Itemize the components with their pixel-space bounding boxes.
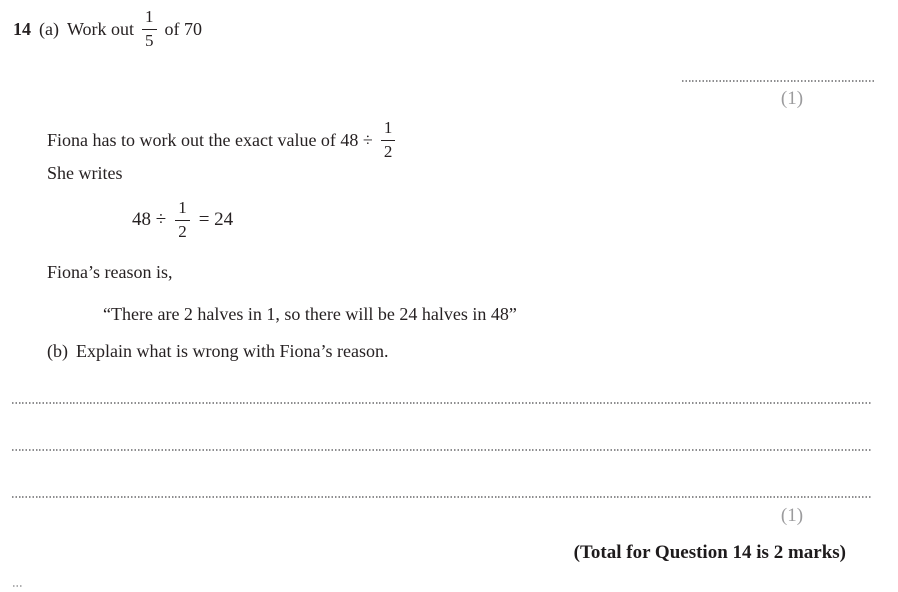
answer-line-3	[12, 496, 872, 498]
part-a-prompt-before: Work out	[66, 18, 135, 39]
reason-quote-text: “There are 2 halves in 1, so there will be 24 halves in 48”	[103, 304, 517, 324]
context-intro-text: Fiona has to work out the exact value of 48 ÷	[47, 129, 373, 150]
fraction-numerator: 1	[175, 199, 190, 220]
fraction-one-half-intro	[381, 119, 396, 161]
fraction-one-fifth	[142, 8, 157, 50]
question-number: 14	[13, 18, 31, 39]
answer-line-part-a	[682, 80, 875, 82]
fraction-denominator: 5	[145, 31, 154, 50]
working-right: = 24	[198, 209, 234, 230]
marks-part-b: (1)	[780, 505, 804, 526]
question-line-part-b	[47, 340, 388, 362]
answer-line-1	[12, 402, 872, 404]
she-writes-text: She writes	[47, 163, 123, 183]
total-marks-text: (Total for Question 14 is 2 marks)	[573, 542, 846, 563]
marks-part-a: (1)	[780, 88, 804, 109]
answer-line-2	[12, 449, 872, 451]
reason-intro-text: Fiona’s reason is,	[47, 262, 173, 282]
working-line	[132, 197, 233, 243]
page-edge-dots	[13, 585, 22, 587]
fraction-numerator: 1	[142, 8, 157, 29]
part-b-prompt: Explain what is wrong with Fiona’s reason.	[76, 341, 389, 361]
fraction-denominator: 2	[383, 142, 393, 161]
question-line-part-a	[13, 7, 202, 51]
working-left: 48 ÷	[132, 209, 167, 230]
part-b-label: (b)	[47, 341, 68, 361]
part-a-label: (a)	[39, 18, 59, 39]
fraction-denominator: 2	[178, 222, 187, 241]
context-intro-line	[47, 117, 395, 163]
part-a-prompt-after: of 70	[164, 18, 203, 39]
fraction-one-half-working	[175, 199, 190, 241]
fraction-numerator: 1	[381, 119, 396, 140]
